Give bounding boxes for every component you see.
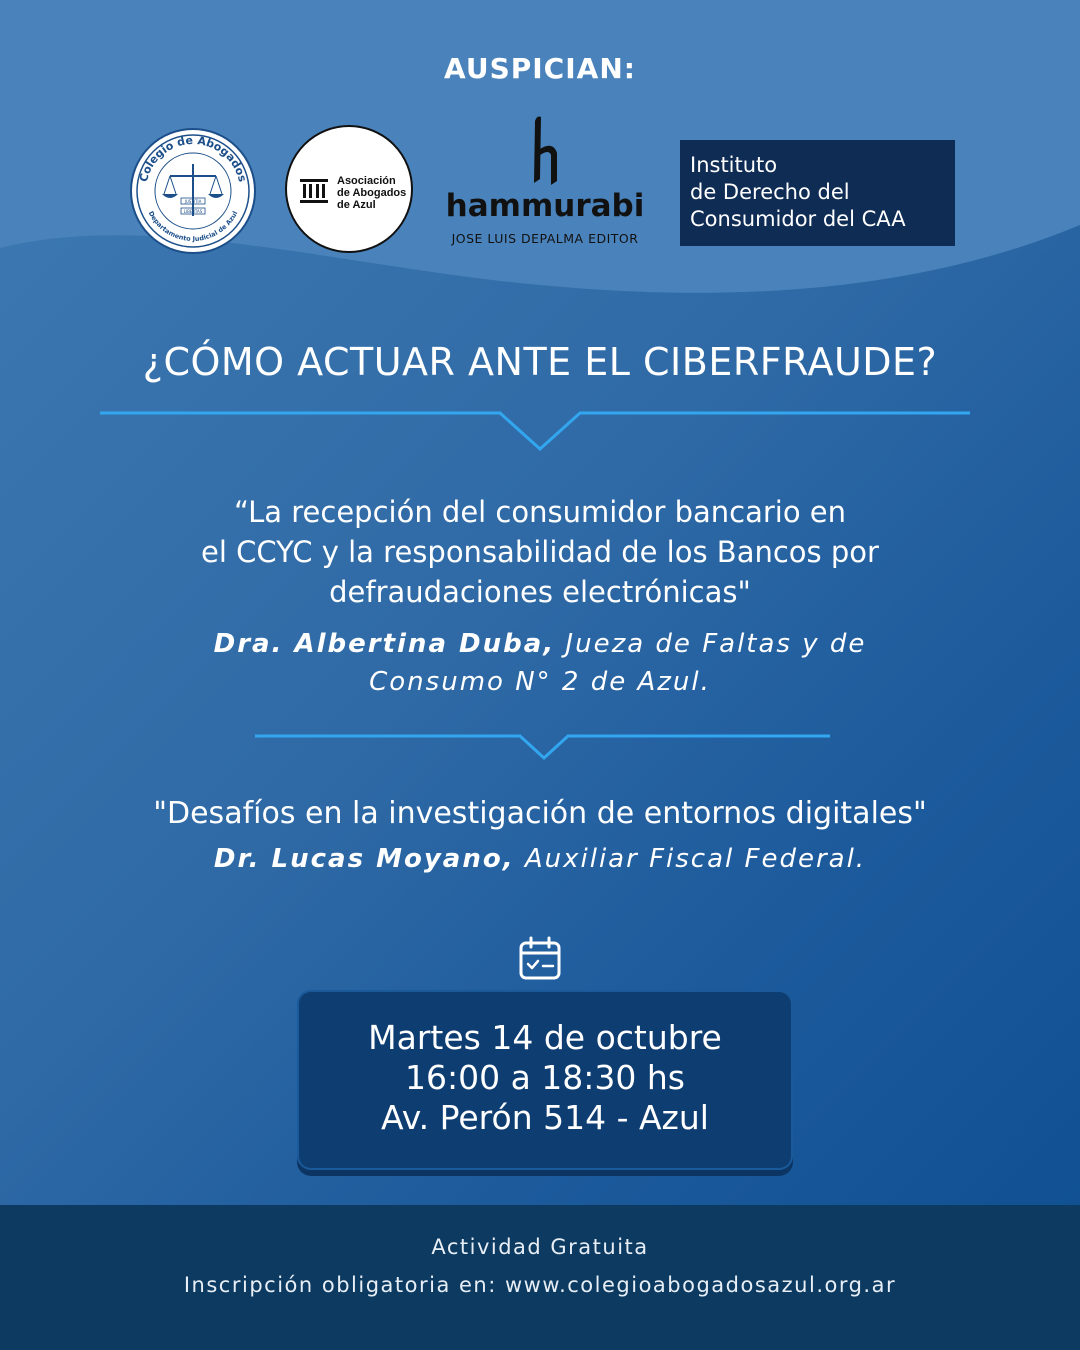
event-date: Martes 14 de octubre bbox=[368, 1018, 722, 1057]
divider-chevron-2 bbox=[255, 730, 830, 765]
asociacion-line-2: de Abogados bbox=[337, 187, 407, 199]
speaker-2-name: Dr. Lucas Moyano, bbox=[213, 844, 515, 874]
talk-1-title-line: “La recepción del consumidor bancario en bbox=[233, 495, 847, 529]
instituto-line-3: Consumidor del CAA bbox=[690, 207, 906, 231]
hammurabi-title: hammurabi bbox=[445, 188, 645, 224]
talk-2-speaker bbox=[60, 840, 1020, 878]
asociacion-line-3: de Azul bbox=[337, 199, 376, 211]
colegio-ring-bottom: Departamento Judicial de Azul bbox=[146, 209, 240, 243]
asociacion-text bbox=[337, 175, 406, 211]
talk-1-title-line: el CCYC y la responsabilidad de los Bancos por bbox=[201, 535, 879, 569]
talk-1-speaker bbox=[60, 625, 1020, 701]
divider-chevron-1 bbox=[100, 405, 980, 455]
footer-registration: Inscripción obligatoria en: www.colegioabogadosazul.org.ar bbox=[183, 1273, 897, 1297]
event-details-box bbox=[297, 990, 793, 1170]
speaker-1-name: Dra. Albertina Duba, bbox=[213, 629, 556, 659]
asociacion-line-1: Asociación bbox=[337, 175, 396, 187]
speaker-1-role: Jueza de Faltas y de bbox=[555, 629, 867, 659]
speaker-1-role-2: Consumo N° 2 de Azul. bbox=[369, 667, 711, 697]
footer bbox=[0, 1205, 1080, 1350]
footer-free-activity: Actividad Gratuita bbox=[431, 1235, 649, 1259]
event-location: Av. Perón 514 - Azul bbox=[381, 1098, 709, 1137]
instituto-line-2: de Derecho del bbox=[690, 180, 850, 204]
calendar-check-icon bbox=[518, 936, 562, 982]
talk-2-title bbox=[60, 794, 1020, 834]
sponsors-label: AUSPICIAN: bbox=[444, 52, 636, 85]
asociacion-de-abogados-logo bbox=[285, 125, 413, 253]
hammurabi-subtitle: JOSE LUIS DEPALMA EDITOR bbox=[451, 231, 639, 246]
talk-2-title-line: "Desafíos en la investigación de entornos digitales" bbox=[153, 796, 927, 831]
talk-1-title bbox=[60, 492, 1020, 612]
event-title: ¿CÓMO ACTUAR ANTE EL CIBERFRAUDE? bbox=[142, 340, 938, 384]
colegio-word-1: JUSTITIA bbox=[184, 199, 202, 204]
colegio-word-2: LIBERTAS bbox=[183, 209, 203, 214]
colegio-ring-top: Colegio de Abogados bbox=[136, 133, 250, 184]
talk-1-title-line: defraudaciones electrónicas" bbox=[329, 575, 751, 609]
hammurabi-h-mark bbox=[525, 115, 565, 185]
event-time: 16:00 a 18:30 hs bbox=[404, 1058, 685, 1097]
colegio-de-abogados-logo bbox=[130, 128, 256, 254]
column-icon bbox=[299, 177, 329, 205]
speaker-2-role: Auxiliar Fiscal Federal. bbox=[514, 844, 867, 874]
instituto-line-1: Instituto bbox=[690, 153, 778, 177]
instituto-logo bbox=[680, 140, 955, 246]
